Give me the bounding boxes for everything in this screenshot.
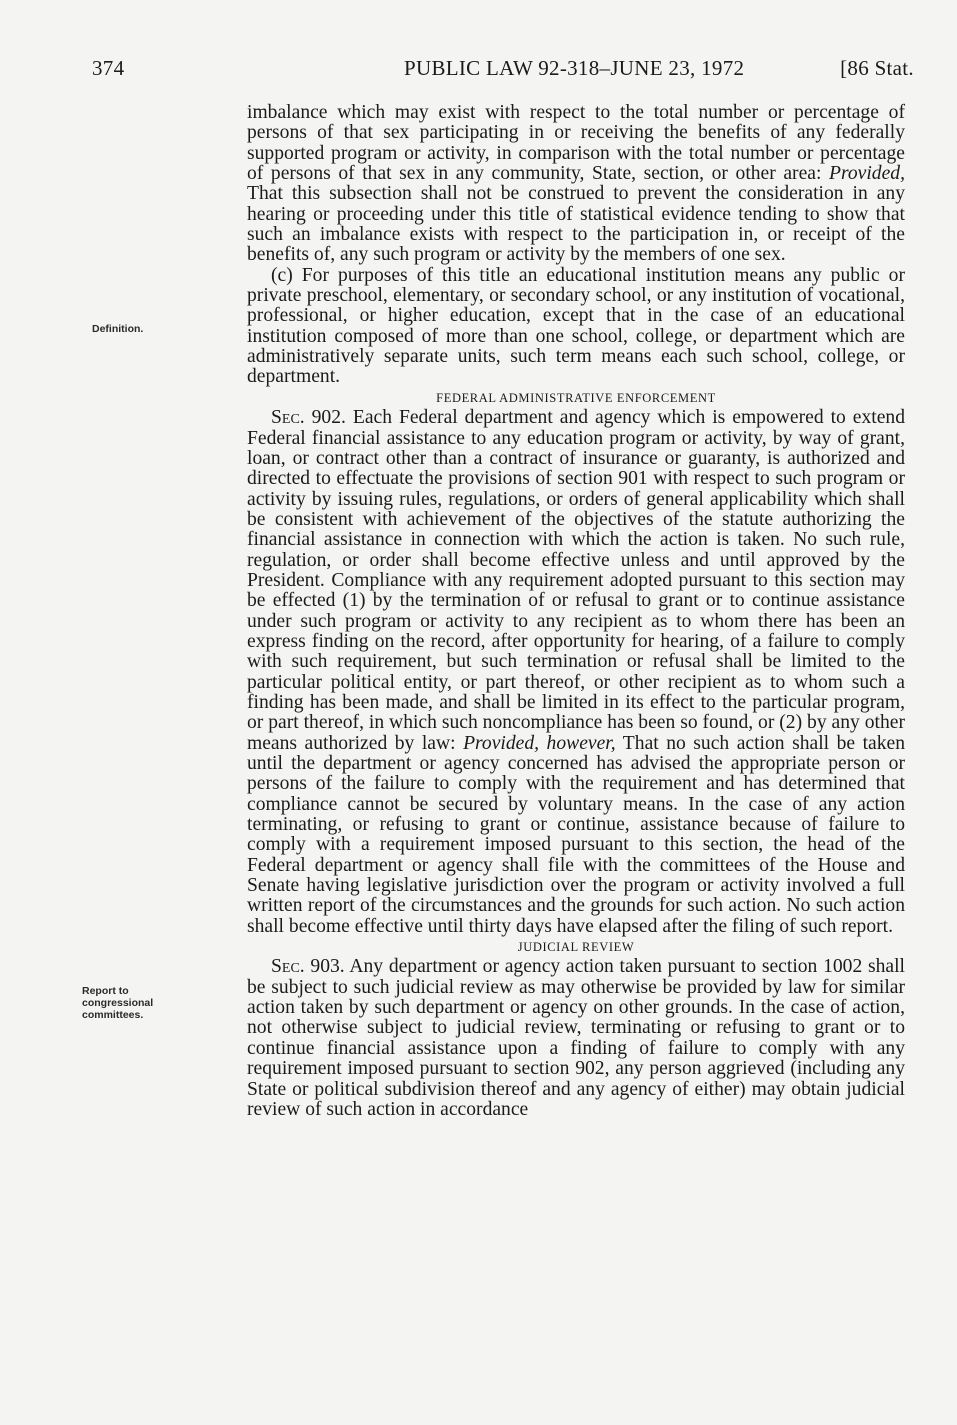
body-text [247,103,905,1120]
provided-italic: Provided, [829,163,905,185]
paragraph-definition: (c) For purposes of this title an educational institution means any public or private preschool, elementary, or secondary school, or any institution of vocational, professional, or higher education, except that in the case of an educational institution composed of more than one school, college, or department which are administratively separate units, such term means each such school, college, or department. [247,264,905,388]
paragraph-imbalance [247,103,905,266]
paragraph-text: Each Federal department and agency which is empowered to extend Federal financial assistance to any education program or activity, by way of grant, loan, or contract other than a contract of insurance or guaranty, is authorized and directed to effectuate the provisions of section 901 with respect to such program or activity by issuing rules, regulations, or orders of general applicability which shall be consistent with achievement of the objectives of the statute authorizing the financial assistance in connection with which the action is taken. No such rule, regulation, or order shall become effective unless and until approved by the President. Compliance with any requirement adopted pursuant to this section may be effected (1) by the termination of or refusal to grant or to continue assistance under such program or activity to any recipient as to whom there has been an express finding on the record, after opportunity for hearing, of a failure to comply with such requirement, but such termination or refusal shall be limited to the particular political entity, or part thereof, or other recipient as to whom such a finding has been made, and shall be limited in its effect to the particular program, or part thereof, in which such noncompliance has been so found, or (2) by any other means authorized by law: [247,407,905,754]
paragraph-sec-902 [247,408,905,937]
paragraph-text: imbalance which may exist with respect to the total number or percentage of persons of that sex participating in or receiving the benefits of any federally supported program or activity, in comparison with the total number or percentage of persons of that sex in any community, State, section, or other area: [247,102,905,185]
paragraph-text: That no such action shall be taken until the department or agency concerned has advised the appropriate person or persons of the failure to comply with the requirement and has determined that compliance cannot be secured by voluntary means. In the case of any action terminating, or refusing to grant or continue, assistance because of failure to comply with a requirement imposed pursuant to this section, the head of the Federal department or agency shall file with the committees of the House and Senate having legislative jurisdiction over the program or activity involved a full written report of the circumstances and the grounds for such action. No such action shall become effective until thirty days have elapsed after the filing of such report. [247,732,905,937]
provided-italic: Provided, however, [463,732,616,754]
section-label: Sec. 902. [271,407,346,429]
margin-note-definition: Definition. [92,323,144,335]
page-number: 374 [92,56,125,80]
paragraph-sec-903 [247,957,905,1120]
section-label: Sec. 903. [271,956,345,978]
section-heading-judicial-review: JUDICIAL REVIEW [517,940,635,955]
paragraph-text: That this subsection shall not be construed to prevent the consideration in any hearing or proceeding under this title of statistical evidence tending to show that such an imbalance exists with respect to the participation in, or receipt of the benefits of, any such program or activity by the members of one sex. [247,183,905,266]
margin-note-report: Report to congressional committees. [82,985,154,1021]
statute-reference: [86 Stat. [840,56,914,80]
section-heading-enforcement: FEDERAL ADMINISTRATIVE ENFORCEMENT [436,390,716,405]
running-header [92,56,914,86]
page-title: PUBLIC LAW 92-318–JUNE 23, 1972 [404,56,745,80]
paragraph-text: Any department or agency action taken pursuant to section 1002 shall be subject to such judicial review as may otherwise be provided by law for similar action taken by such department or agency on other grounds. In the case of action, not otherwise subject to judicial review, terminating or refusing to grant or to continue financial assistance upon a finding of failure to comply with any requirement imposed pursuant to section 902, any person aggrieved (including any State or political subdivision thereof and any agency of either) may obtain judicial review of such action in accordance [247,956,905,1120]
